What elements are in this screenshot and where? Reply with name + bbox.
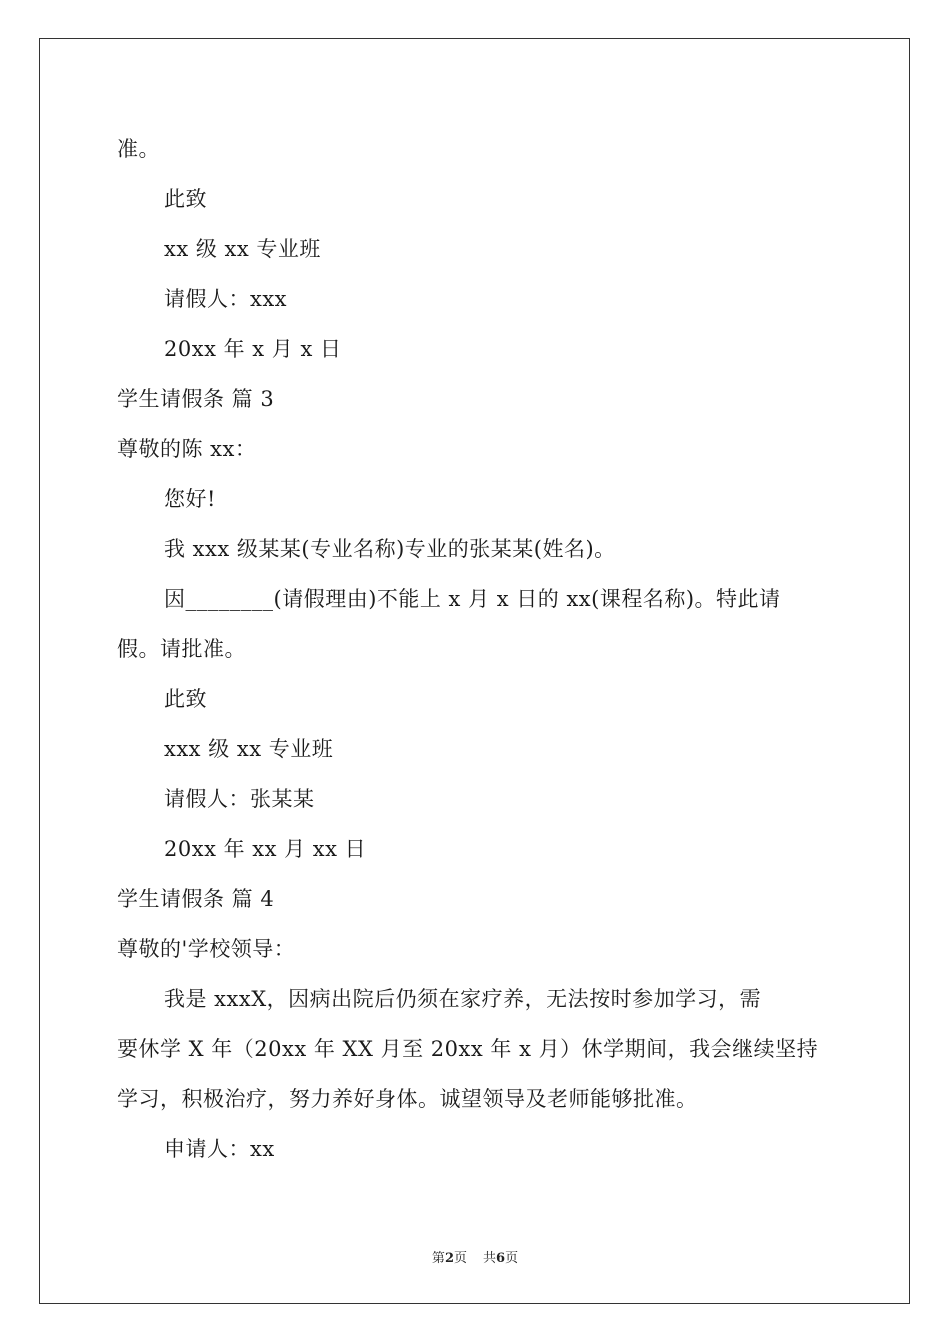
text-line: 申请人：xx [164,1137,275,1161]
text-line: 此致 [164,687,207,711]
text-line: 20xx 年 xx 月 xx 日 [164,837,367,861]
text-line: 我 xxx 级某某(专业名称)专业的张某某(姓名)。 [164,537,616,561]
page-prefix: 第 [431,1251,445,1266]
text-line: 此致 [164,187,207,211]
text-line: 要休学 X 年（20xx 年 XX 月至 20xx 年 x 月）休学期间，我会继续坚持 [117,1037,819,1061]
total-prefix: 共 [483,1251,497,1266]
text-line: 我是 xxxX，因病出院后仍须在家疗养，无法按时参加学习，需 [164,987,762,1011]
total-suffix: 页 [505,1251,519,1266]
section-heading: 学生请假条 篇 3 [117,387,275,411]
text-line: xx 级 xx 专业班 [164,237,321,261]
text-line: 因________(请假理由)不能上 x 月 x 日的 xx(课程名称)。特此请 [164,587,781,611]
text-line: 假。请批准。 [117,637,246,661]
text-line: 请假人：张某某 [164,787,315,811]
current-page-number: 2 [444,1251,454,1266]
page-suffix: 页 [453,1251,467,1266]
salutation: 尊敬的陈 xx： [117,437,257,461]
text-line: 您好! [164,487,216,511]
total-page-number: 6 [496,1251,506,1266]
text-line: 准。 [117,137,160,161]
text-line: 请假人：xxx [164,287,288,311]
text-line: 学习，积极治疗，努力养好身体。诚望领导及老师能够批准。 [117,1087,698,1111]
salutation: 尊敬的'学校领导： [117,937,296,961]
page-footer [0,1247,950,1266]
section-heading: 学生请假条 篇 4 [117,887,275,911]
text-line: xxx 级 xx 专业班 [164,737,334,761]
document-body [117,124,837,1174]
text-line: 20xx 年 x 月 x 日 [164,337,342,361]
